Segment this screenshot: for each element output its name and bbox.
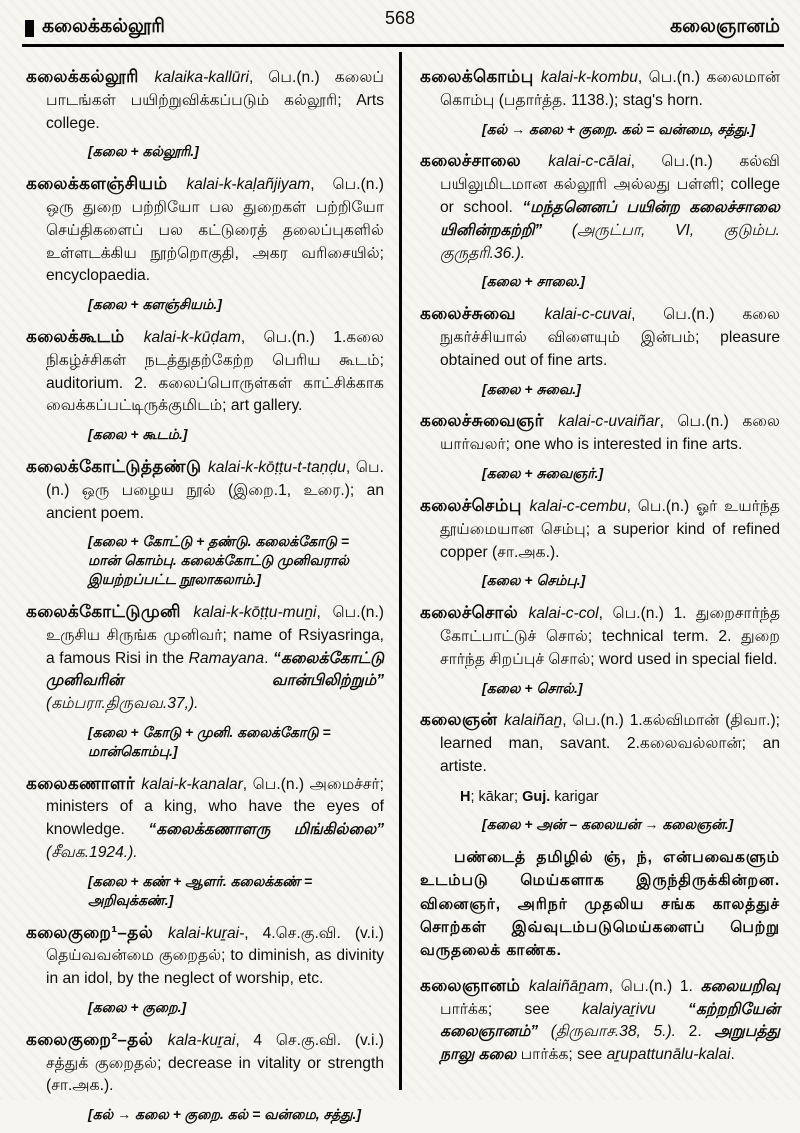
- definition-text: , பெ.(n.) கல்வி பயிலுமிடமான கல்லூரி அல்லது பள்ளி; college or school.: [440, 153, 780, 217]
- etymology: [கலை + கோட்டு + தண்டு. கலைக்கோடு = மான் கொம்பு. கலைக்கோட்டு முனிவரால் இயற்றப்பட்ட நூலாகலாம்.]: [88, 533, 350, 588]
- dictionary-entry: [26, 921, 384, 1017]
- headword: கலைகணாளர்: [26, 773, 142, 793]
- entry-body: [26, 455, 384, 525]
- transliteration: kalai-k-kōṭṭu-muṉi: [193, 604, 317, 622]
- transliteration: kalai-kuṟai-: [168, 924, 245, 942]
- transliteration: kalaika-kallūri: [154, 69, 249, 86]
- definition-text: , பெ.(n.) ஒரு துறை பற்றியோ பல துறைகள் பற்றியோ செய்திகளைப் பல கட்டுரைத் தலைப்புகளில் உள்ளடக்கிய நூற்றொகுதி, அகர வரிசையில்; encyclopaedia.: [46, 176, 384, 285]
- definition-text: , 4.செ.கு.வி. (v.i.) தெய்வவன்மை குறைதல்; to diminish, as divinity in an idol, by the neglect of worship, etc.: [46, 924, 384, 988]
- italic-text: (திருவாச.38, 5.).: [538, 1023, 677, 1041]
- dictionary-entry: [420, 149, 780, 291]
- transliteration: kalai-c-cembu: [529, 497, 627, 515]
- scan-artifact-mark: [25, 20, 34, 37]
- dictionary-entry: [26, 772, 384, 910]
- page-number: 568: [384, 8, 416, 28]
- headword: கலைகுறை²–தல்: [26, 1029, 168, 1049]
- definition-text: , பெ.(n.) உருசிய சிருங்க முனிவர்; name of Rsiyasringa, a famous Risi in the: [46, 604, 384, 667]
- quotation-text: “கலைக்கோட்டு முனிவரின் வான்பிலிற்றும்”: [46, 649, 384, 690]
- quotation-text: கலையறிவு: [700, 977, 780, 995]
- transliteration: kalai-k-kombu: [540, 69, 638, 86]
- entry-body: [420, 65, 780, 113]
- definition-text: karigar: [550, 788, 599, 805]
- transliteration: kalaiñāṉam: [528, 977, 609, 995]
- dictionary-entry: [420, 65, 780, 138]
- etymology: [கலை + அன் – கலையன் → கலைஞன்.]: [482, 815, 734, 832]
- header-rule: [22, 44, 784, 47]
- entry-body: [420, 302, 780, 372]
- definition-text: [656, 1001, 688, 1018]
- dictionary-entry: [26, 1028, 384, 1124]
- entry-body: [420, 494, 780, 564]
- transliteration: kalai-k-kūḍam: [143, 329, 241, 346]
- transliteration: kalaiñaṉ: [504, 712, 563, 730]
- transliteration: kalai-c-cuvai: [544, 306, 632, 324]
- entry-body: [26, 325, 384, 418]
- etymology: [கலை + சொல்.]: [482, 679, 583, 696]
- definition-text: , பெ.(n.) கலைமான் கொம்பு (பதார்த்த. 1138.); stag's horn.: [440, 69, 780, 109]
- definition-text: , பெ.(n.) அமைச்சர்; ministers of a king, who have the eyes of knowledge.: [46, 775, 384, 839]
- dictionary-entry: [420, 974, 780, 1067]
- entry-body: [420, 974, 780, 1067]
- dictionary-entry: [420, 708, 780, 962]
- etymology: [கலை + சுவை.]: [482, 380, 581, 397]
- entry-body: [26, 772, 384, 865]
- guide-word-right: கலைஞானம்: [670, 16, 780, 37]
- definition-text: , பெ.(n.) கலை நுகர்ச்சியால் விளையும் இன்பம்; pleasure obtained out of fine arts.: [440, 306, 780, 369]
- definition-text: , பெ.(n.) 1.கலை நிகழ்ச்சிகள் நடத்துதற்கேற்ற பெரிய கூடம்; auditorium. 2. கலைப்பொருள்கள் காட்சிக்காக வைக்கப்பட்டிருக்குமிடம்; art gallery.: [46, 329, 384, 415]
- etymology: [கலை + கண் + ஆளர். கலைக்கண் = அறிவுக்கண்.]: [88, 872, 313, 908]
- italic-text: (கம்பரா.திருவவ.37,).: [46, 695, 199, 713]
- bold-text: Guj.: [522, 788, 551, 805]
- headword: கலைச்சுவைஞர்: [420, 411, 559, 431]
- headword: கலைச்சுவை: [420, 304, 545, 324]
- definition-text: , பெ.(n.) கலைப் பாடங்கள் பயிற்றுவிக்கப்படும் கல்லூரி; Arts college.: [46, 69, 384, 132]
- dictionary-entry: [26, 455, 384, 589]
- transliteration: kalai-c-cālai: [548, 153, 631, 171]
- italic-text: kalaiyaṟivu: [582, 1000, 656, 1018]
- definition-text: , பெ.(n.) 1.: [608, 977, 701, 995]
- right-column: [420, 54, 780, 1072]
- headword: கலைக்களஞ்சியம்: [26, 174, 187, 194]
- etymology: [கலை + களஞ்சியம்.]: [88, 296, 222, 313]
- headword: கலைக்கூடம்: [26, 327, 144, 346]
- transliteration: kalai-c-col: [528, 605, 599, 623]
- entry-body: [420, 409, 780, 457]
- headword: கலைக்கொம்பு: [420, 67, 541, 86]
- transliteration: kalai-k-kaḷañjiyam: [186, 176, 311, 194]
- cognates-line: [460, 787, 780, 808]
- dictionary-entry: [420, 409, 780, 482]
- etymology: [கலை + கல்லூரி.]: [88, 143, 199, 160]
- definition-text: , பெ.(n.) ஒரு பழைய நூல் (இறை.1, உரை.); an ancient poem.: [46, 459, 384, 522]
- dictionary-entry: [26, 172, 384, 314]
- headword: கலைஞானம்: [420, 975, 529, 995]
- transliteration: kala-kuṟai: [167, 1031, 236, 1049]
- etymology: [கலை + செம்பு.]: [482, 572, 586, 589]
- dictionary-entry: [420, 302, 780, 398]
- headword: கலைஞன்: [420, 710, 505, 730]
- etymology: [கலை + சாலை.]: [482, 273, 585, 290]
- headword: கலைச்செம்பு: [420, 495, 530, 515]
- etymology: [கலை + கோடு + முனி. கலைக்கோடு = மான்கொம்பு.]: [88, 723, 331, 759]
- etymology: [கல் → கலை + குறை. கல் = வன்மை, சத்து.]: [88, 1106, 362, 1123]
- transliteration: kalai-k-kanalar: [141, 775, 243, 793]
- column-divider: [399, 52, 402, 1090]
- entry-body: [26, 65, 384, 135]
- italic-text: Ramayana: [188, 649, 265, 667]
- definition-text: 2.: [676, 1023, 715, 1041]
- definition-text: .: [264, 649, 274, 667]
- definition-text: , 4 செ.கு.வி. (v.i.) சத்துக் குறைதல்; decrease in vitality or strength (சா.அக.).: [46, 1031, 384, 1095]
- dictionary-entry: [26, 325, 384, 444]
- dictionary-entry: [420, 601, 780, 697]
- entry-body: [26, 600, 384, 716]
- quotation-text: “கலைக்கணாளரு மிங்கில்லை”: [148, 821, 384, 839]
- entry-body: [26, 921, 384, 991]
- italic-text: aṟupattunālu-kalai: [606, 1046, 731, 1064]
- left-column: [26, 54, 384, 1133]
- etymology: [கலை + குறை.]: [88, 998, 187, 1015]
- etymology: [கல் → கலை + குறை. கல் = வன்மை, சத்து.]: [482, 120, 756, 137]
- entry-body: [26, 1028, 384, 1098]
- definition-text: , பெ.(n.) 1. துறைசார்ந்த கோட்பாட்டுச் சொல்; technical term. 2. துறை சார்ந்த சிறப்புச் சொல்; word used in special field.: [440, 605, 780, 668]
- guide-word-left: கலைக்கல்லூரி: [42, 16, 165, 37]
- quotation-text: “கற்றறியேன் கலைஞானம்”: [440, 1000, 780, 1041]
- entry-body: [420, 601, 780, 671]
- definition-text: ; kākar;: [470, 788, 523, 805]
- etymology: [கலை + சுவைஞர்.]: [482, 465, 604, 482]
- dictionary-entry: [26, 65, 384, 161]
- definition-text: , பெ.(n.) கலை யார்வலர்; one who is interested in fine arts.: [440, 413, 781, 454]
- headword: கலைக்கோட்டுமுனி: [26, 602, 194, 622]
- entry-body: [420, 149, 780, 265]
- transliteration: kalai-c-uvaiñar: [558, 413, 660, 431]
- entry-body: [26, 172, 384, 288]
- definition-text: , பெ.(n.) ஓர் உயர்ந்த தூய்மையான செம்பு; a superior kind of refined copper (சா.அக.).: [440, 497, 780, 561]
- definition-text: பார்க்க; see: [516, 1046, 607, 1064]
- headword: கலைச்சொல்: [420, 603, 529, 623]
- definition-text: .: [730, 1046, 735, 1064]
- quotation-text: அறுபத்து நாலு கலை: [440, 1023, 780, 1064]
- usage-note: பண்டைத் தமிழில் ஞ், ந், என்பவைகளும் உடம்படு மெய்களாக இருந்திருக்கின்றன. வினைஞர், அரிநர் முதலிய சங்க காலத்துச் சொற்கள் இவ்வுடம்படுமெய்களைப் பெற்று வருதலைக் காண்க.: [420, 848, 780, 960]
- etymology: [கலை + கூடம்.]: [88, 426, 188, 443]
- headword: கலைக்கல்லூரி: [26, 67, 155, 86]
- definition-text: , பெ.(n.) 1.கல்விமான் (திவா.); learned man, savant. 2.கலைவல்லான்; an artiste.: [440, 712, 780, 775]
- headword: கலைகுறை¹–தல்: [26, 922, 169, 942]
- dictionary-entry: [26, 600, 384, 761]
- italic-text: (சீவக.1924.).: [46, 844, 138, 862]
- definition-text: பார்க்க; see: [440, 1000, 582, 1018]
- dictionary-entry: [420, 494, 780, 590]
- bold-text: H: [460, 788, 471, 805]
- italic-text: (அருட்பா, VI, குடும்ப. குருதரி.36.).: [440, 221, 780, 262]
- entry-body: [420, 708, 780, 778]
- quotation-text: “மந்தனெனப் பயின்ற கலைச்சாலை யினின்றகற்றி”: [440, 199, 780, 239]
- transliteration: kalai-k-kōṭṭu-t-taṇḍu: [208, 459, 346, 476]
- headword: கலைச்சாலை: [420, 151, 549, 171]
- headword: கலைக்கோட்டுத்தண்டு: [26, 457, 208, 476]
